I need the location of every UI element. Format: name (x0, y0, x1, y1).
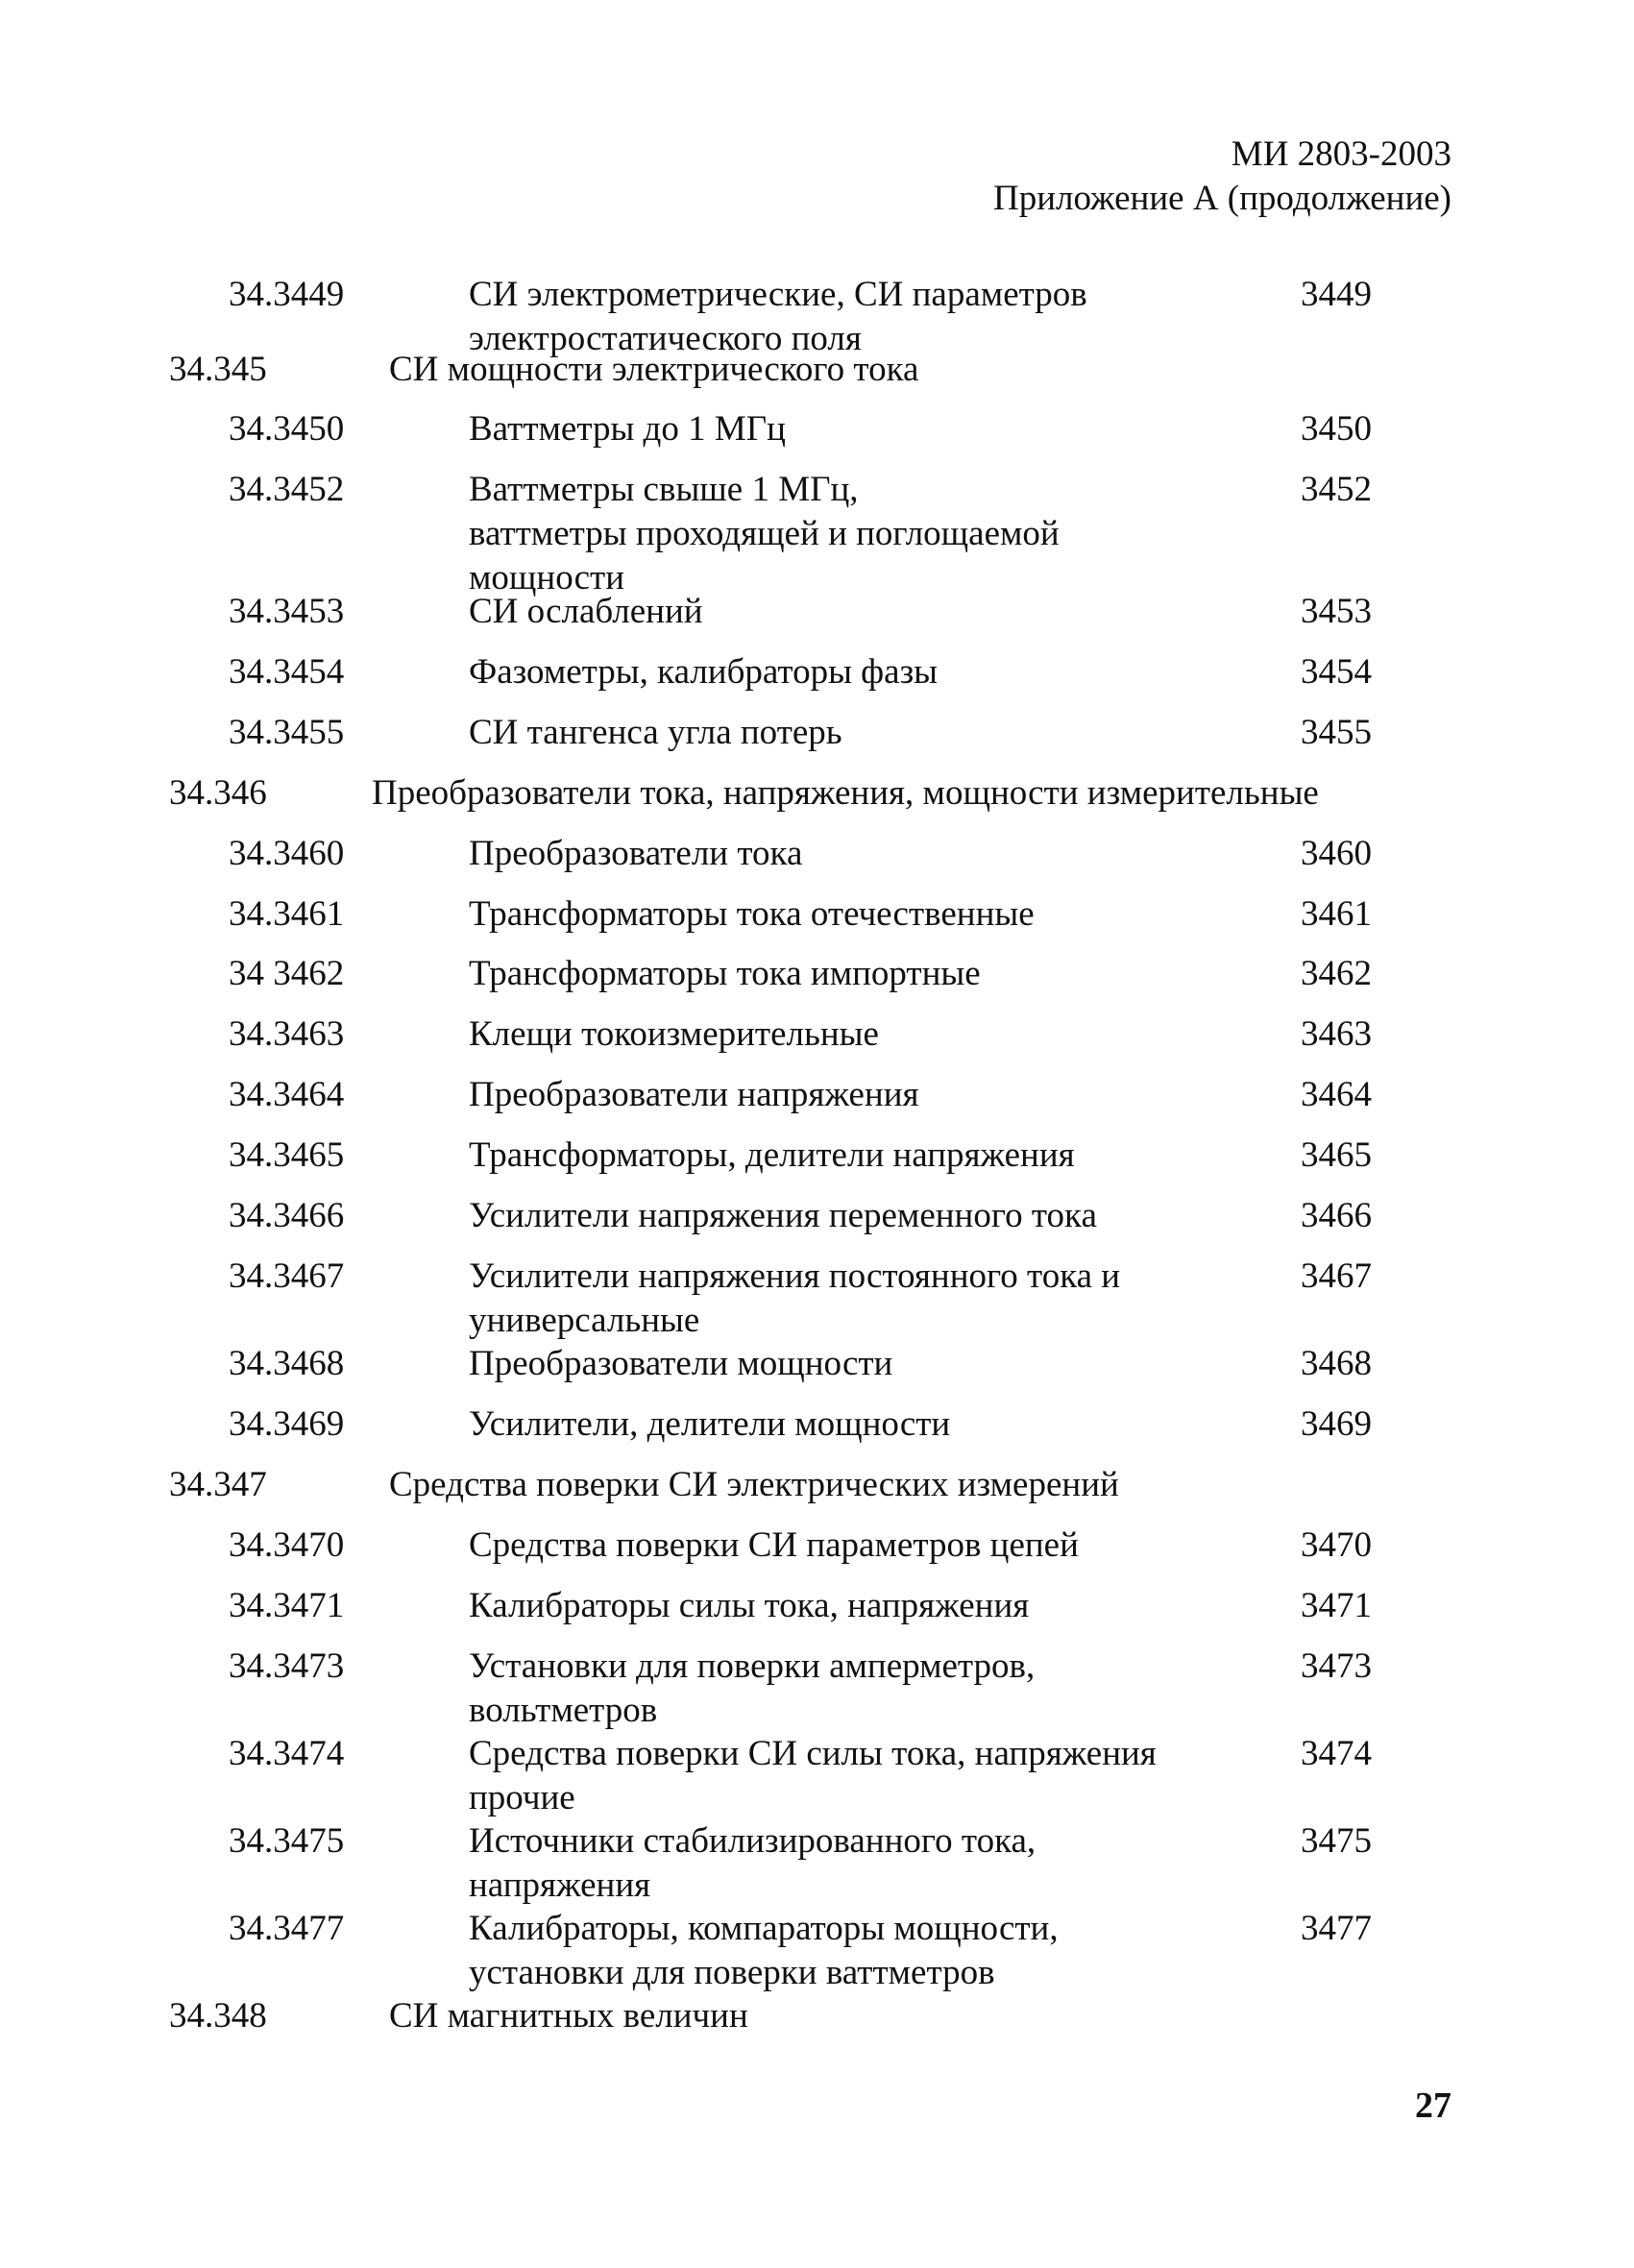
entry-description-line: Калибраторы силы тока, напряжения (469, 1586, 1030, 1625)
entry-description-line: Средства поверки СИ электрических измерений (389, 1465, 1119, 1504)
entry-description (469, 1012, 1266, 1057)
entry-number: 3460 (1301, 834, 1372, 873)
entry-code: 34.348 (169, 1996, 267, 2036)
page-number: 27 (1415, 2085, 1451, 2126)
entry-description-line: СИ тангенса угла потерь (469, 713, 842, 752)
entry-number: 3466 (1301, 1196, 1372, 1235)
entry-description-line: Установки для поверки амперметров, (469, 1646, 1036, 1686)
entry-description-line: Усилители напряжения переменного тока (469, 1196, 1097, 1235)
entry-description-line: Источники стабилизированного тока, (469, 1821, 1036, 1861)
entry-description (469, 407, 1266, 451)
entry-code: 34.3464 (229, 1075, 345, 1114)
entry-code: 34.3454 (229, 652, 345, 692)
entry-code: 34.3470 (229, 1525, 345, 1565)
entry-description-line: Ваттметры до 1 МГц (469, 409, 786, 449)
entry-code: 34.3466 (229, 1196, 345, 1235)
entry-description (469, 1645, 1266, 1733)
appendix-label: Приложение А (продолжение) (992, 179, 1451, 218)
entry-description (469, 1524, 1266, 1568)
entry-description-line: Преобразователи напряжения (469, 1075, 919, 1114)
entry-description-line: СИ ослаблений (469, 592, 703, 631)
entry-description (469, 1732, 1266, 1820)
entry-description-line: Трансформаторы, делители напряжения (469, 1135, 1075, 1175)
entry-number: 3455 (1301, 713, 1372, 752)
entry-description (469, 1819, 1266, 1908)
entry-number: 3474 (1301, 1734, 1372, 1773)
entry-code: 34.3453 (229, 592, 345, 631)
entry-description-line: мощности (469, 558, 625, 597)
entry-number: 3469 (1301, 1404, 1372, 1444)
entry-description-line: Ваттметры свыше 1 МГц, (469, 470, 859, 509)
entry-number: 3465 (1301, 1135, 1372, 1175)
entry-code: 34.3461 (229, 894, 345, 934)
entry-code: 34.3469 (229, 1404, 345, 1444)
entry-number: 3453 (1301, 592, 1372, 631)
entry-description (389, 1463, 1427, 1507)
entry-description-line: СИ магнитных величин (389, 1996, 748, 2036)
entry-description-line: вольтметров (469, 1691, 658, 1730)
entry-number: 3477 (1301, 1909, 1372, 1948)
entry-description (469, 892, 1266, 937)
entry-code: 34.3449 (229, 275, 345, 314)
entry-number: 3449 (1301, 275, 1372, 314)
entry-description-line: Преобразователи мощности (469, 1344, 893, 1383)
entry-code: 34.345 (169, 350, 267, 389)
entry-number: 3461 (1301, 894, 1372, 934)
entry-description-line: Средства поверки СИ параметров цепей (469, 1525, 1079, 1565)
entry-description (469, 1342, 1266, 1386)
entry-description (469, 468, 1266, 600)
entry-description (389, 1994, 1427, 2038)
entry-number: 3475 (1301, 1821, 1372, 1861)
entry-description-line: прочие (469, 1778, 575, 1817)
entry-description-line: Преобразователи тока, напряжения, мощности измерительные (372, 773, 1319, 813)
entry-code: 34.346 (169, 773, 267, 813)
entry-number: 3464 (1301, 1075, 1372, 1114)
entry-number: 3462 (1301, 954, 1372, 993)
entry-code: 34.3455 (229, 713, 345, 752)
entry-description (469, 1255, 1266, 1343)
entry-code: 34.347 (169, 1465, 267, 1504)
entry-description (389, 348, 1427, 392)
entry-code: 34.3474 (229, 1734, 345, 1773)
entry-code: 34.3460 (229, 834, 345, 873)
entry-code: 34.3467 (229, 1256, 345, 1296)
entry-number: 3467 (1301, 1256, 1372, 1296)
entry-description-line: ваттметры проходящей и поглощаемой (469, 514, 1060, 553)
entry-description-line: Трансформаторы тока импортные (469, 954, 981, 993)
entry-description (469, 832, 1266, 876)
entry-number: 3450 (1301, 409, 1372, 449)
document-code: МИ 2803-2003 (1231, 134, 1451, 174)
entry-description (372, 771, 1409, 816)
entry-description-line: Трансформаторы тока отечественные (469, 894, 1035, 934)
entry-description-line: Усилители, делители мощности (469, 1404, 951, 1444)
entry-number: 3463 (1301, 1014, 1372, 1054)
entry-code: 34.3468 (229, 1344, 345, 1383)
entry-description-line: Фазометры, калибраторы фазы (469, 652, 939, 692)
entry-description-line: Калибраторы, компараторы мощности, (469, 1909, 1059, 1948)
entry-code: 34.3477 (229, 1909, 345, 1948)
entry-code: 34.3450 (229, 409, 345, 449)
entry-number: 3470 (1301, 1525, 1372, 1565)
entry-description (469, 1584, 1266, 1628)
entry-code: 34 3462 (229, 954, 345, 993)
entry-description (469, 952, 1266, 996)
entry-number: 3452 (1301, 470, 1372, 509)
entry-description (469, 1194, 1266, 1238)
entry-description-line: СИ мощности электрического тока (389, 350, 919, 389)
entry-description-line: Преобразователи тока (469, 834, 803, 873)
entry-number: 3473 (1301, 1646, 1372, 1686)
entry-code: 34.3465 (229, 1135, 345, 1175)
entry-number: 3471 (1301, 1586, 1372, 1625)
entry-description-line: Клещи токоизмерительные (469, 1014, 879, 1054)
entry-code: 34.3475 (229, 1821, 345, 1861)
entry-description-line: СИ электрометрические, СИ параметров (469, 275, 1087, 314)
entry-description (469, 1402, 1266, 1447)
entry-code: 34.3473 (229, 1646, 345, 1686)
entry-number: 3454 (1301, 652, 1372, 692)
entry-description (469, 1907, 1266, 1995)
entry-description-line: Средства поверки СИ силы тока, напряжения (469, 1734, 1157, 1773)
entry-description-line: Усилители напряжения постоянного тока и (469, 1256, 1121, 1296)
entry-description (469, 1134, 1266, 1178)
entry-code: 34.3471 (229, 1586, 345, 1625)
entry-description-line: напряжения (469, 1866, 651, 1905)
entry-number: 3468 (1301, 1344, 1372, 1383)
entry-description (469, 1073, 1266, 1117)
entry-description (469, 590, 1266, 634)
entry-description (469, 711, 1266, 755)
entry-description-line: установки для поверки ваттметров (469, 1953, 995, 1992)
entry-description-line: универсальные (469, 1301, 700, 1340)
entry-description-line: электростатического поля (469, 319, 862, 358)
entry-code: 34.3452 (229, 470, 345, 509)
entry-code: 34.3463 (229, 1014, 345, 1054)
entry-description (469, 650, 1266, 695)
